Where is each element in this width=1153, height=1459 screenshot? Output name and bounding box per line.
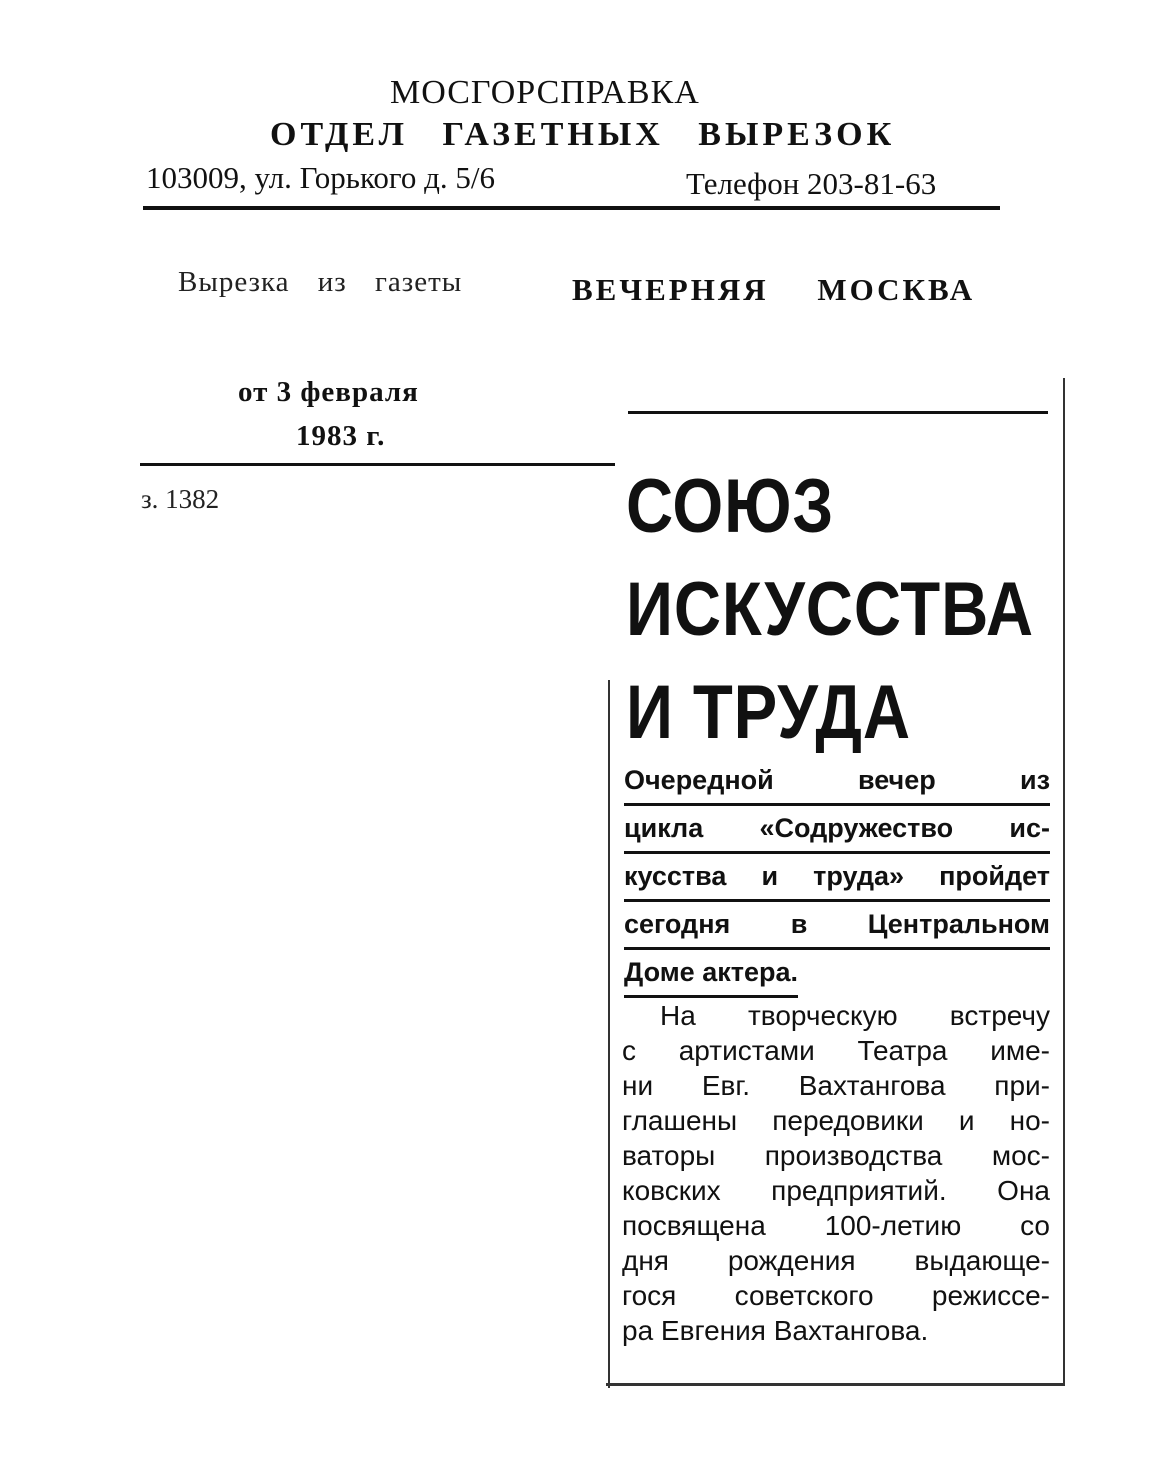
clipping-edge-bottom	[606, 1383, 1064, 1386]
lead-line: кусства и труда» пройдет	[624, 854, 1050, 902]
body-line: ковских предприятий. Она	[622, 1175, 1050, 1206]
source-prefix: Вырезка из газеты	[178, 266, 463, 298]
header-divider	[143, 206, 1000, 210]
article-top-rule	[628, 411, 1048, 414]
clipping-edge-right	[1063, 378, 1065, 1386]
body-line: гося советского режиссе-	[622, 1280, 1050, 1311]
lead-line: Очередной вечер из	[624, 758, 1050, 806]
body-line: с артистами Театра име-	[622, 1035, 1050, 1066]
body-line: ваторы производства мос-	[622, 1140, 1050, 1171]
clipping-edge-left	[608, 680, 610, 1388]
department-title: ОТДЕЛ ГАЗЕТНЫХ ВЫРЕЗОК	[270, 116, 896, 153]
clipping-year: 1983 г.	[296, 420, 386, 452]
order-number: з. 1382	[141, 484, 220, 514]
article-lead	[624, 758, 1050, 998]
body-line: На творческую встречу	[660, 1000, 1050, 1031]
headline-line: ИСКУССТВА	[626, 567, 1034, 652]
headline-line: И ТРУДА	[626, 670, 911, 755]
body-line: посвящена 100-летию со	[622, 1210, 1050, 1241]
headline-line: СОЮЗ	[626, 464, 835, 549]
body-line: дня рождения выдающе-	[622, 1245, 1050, 1276]
phone-line: Телефон 203-81-63	[686, 166, 937, 201]
newspaper-name: ВЕЧЕРНЯЯ МОСКВА	[572, 272, 976, 307]
metadata-divider	[140, 463, 615, 466]
organization-title: МОСГОРСПРАВКА	[390, 74, 700, 111]
body-line: глашены передовики и но-	[622, 1105, 1050, 1136]
article-headline	[626, 455, 1034, 764]
body-line: ра Евгения Вахтангова.	[622, 1315, 929, 1346]
lead-line: цикла «Содружество ис-	[624, 806, 1050, 854]
clipping-date: от 3 февраля	[238, 376, 419, 408]
lead-line: сегодня в Центральном	[624, 902, 1050, 950]
lead-line: Доме актера.	[624, 950, 798, 998]
address-line: 103009, ул. Горького д. 5/6	[146, 160, 496, 195]
body-line: ни Евг. Вахтангова при-	[622, 1070, 1050, 1101]
article-body	[622, 998, 1050, 1348]
